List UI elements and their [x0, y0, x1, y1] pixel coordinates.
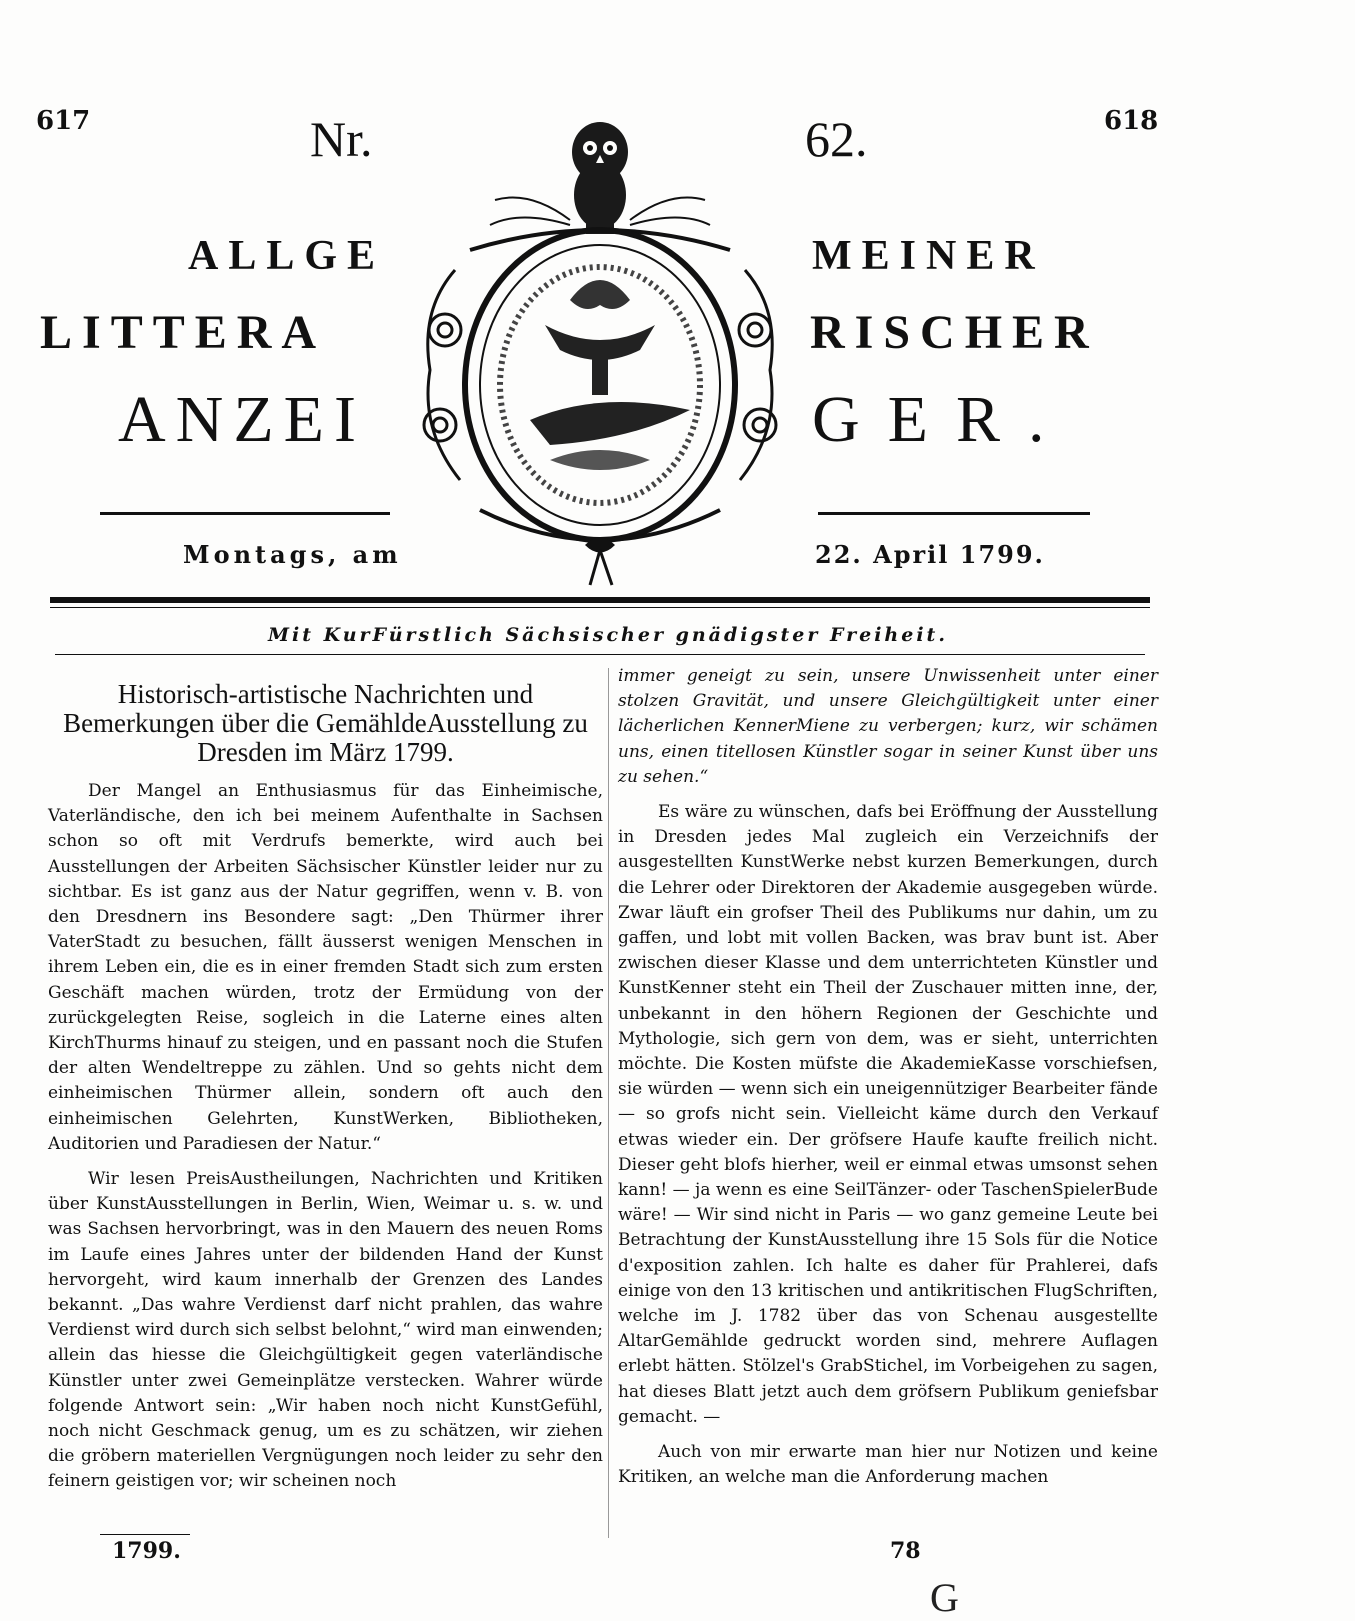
page-number-left: 617	[36, 106, 91, 136]
catch-word: G	[930, 1575, 959, 1620]
masthead-row2-left: LITTERA	[40, 306, 327, 359]
masthead-rule-right	[818, 512, 1090, 515]
right-paragraph-3: Auch von mir erwarte man hier nur Notizen und keine Kritiken, an welche man die Anforderung machen	[618, 1442, 1158, 1488]
issue-label: Nr.	[310, 111, 373, 167]
date-weekday: Montags, am	[183, 540, 402, 569]
left-paragraph-2: Wir lesen PreisAustheilungen, Nachrichten und Kritiken über KunstAusstellungen in Berlin, Wien, Weimar u. s. w. und was Sachsen hervorbringt, was in den Mauern des neuen Roms im Laufe eines Jahres unter der bildenden Hand der Kunst hervorgeht, wird kaum innerhalb der Grenzen des Landes bekannt. „Das wahre Verdienst darf nicht prahlen, das wahre Verdienst wird durch sich selbst belohnt,“ wird man einwenden; allein das hiesse die Gleichgültigkeit gegen vaterländische Künstler unter zwei Gemeinplätze verstecken. Wahrer würde folgende Antwort sein: „Wir haben noch nicht KunstGefühl, noch nicht Geschmack genug, um es zu schätzen, wir ziehen die gröbern materiellen Vergnügungen noch leider zu sehr den feinern geistigen vor; wir scheinen noch	[48, 1169, 603, 1492]
right-paragraph-1: immer geneigt zu sein, unsere Unwissenheit unter einer stolzen Gravität, und unsere Gleichgültigkeit unter einer lächerlichen KennerMiene zu verbergen; kurz, wir schämen uns, einen titellosen Künstler sogar in seiner Kunst über uns zu sehen.“	[618, 666, 1158, 787]
masthead-row1-right: MEINER	[812, 233, 1045, 279]
footer-rule	[100, 1534, 190, 1535]
masthead-row1-left: ALLGE	[188, 233, 386, 279]
signature-mark: 78	[890, 1538, 921, 1564]
owl-vignette-icon	[400, 100, 800, 590]
footer-year: 1799.	[112, 1538, 181, 1564]
masthead-row3-left: ANZEI	[118, 383, 366, 456]
issue-number: 62.	[805, 111, 868, 167]
privilege-line: Mit KurFürstlich Sächsischer gnädigster Freiheit.	[268, 624, 948, 646]
right-paragraph-2: Es wäre zu wünschen, dafs bei Eröffnung der Ausstellung in Dresden jedes Mal zugleich ein Verzeichnifs der ausgestellten KunstWerke nebst kurzen Bemerkungen, durch die Lehrer oder Direktoren der Akademie ausgegeben würde. Zwar läuft ein grofser Theil des Publikums nur dahin, um zu gaffen, und lobt mit vollen Backen, was brav bunt ist. Aber zwischen dieser Klasse und dem unterrichteten Künstler und KunstKenner steht ein Theil der Zuschauer mitten inne, der, unbekannt in den höhern Regionen der Geschichte und Mythologie, sich gern von dem, was er sieht, unterrichten möchte. Die Kosten müfste die AkademieKasse vorschiefsen, sie würden — wenn sich ein uneigennütziger Bearbeiter fände — so grofs nicht sein. Vielleicht käme durch den Verkauf etwas wieder ein. Der gröfsere Haufe kaufte freilich nicht. Dieser geht blofs hierher, weil er einmal etwas umsonst sehen kann! — ja wenn es eine SeilTänzer- oder TaschenSpielerBude wäre! — Wir sind nicht in Paris — wo ganz gemeine Leute bei Betrachtung der KunstAusstellung ihre 15 Sols für die Notice d'exposition zahlen. Ich halte es daher für Prahlerei, dafs einige von den 13 kritischen und antikritischen FlugSchriften, welche im J. 1782 über das von Schenau ausgestellte AltarGemählde gedruckt worden sind, mehrere Auflagen erlebt hätten. Stölzel's GrabStichel, im Vorbeigehen zu sagen, hat dieses Blatt jetzt auch dem gröfsern Publikum geniefsbar gemacht. —	[618, 802, 1158, 1427]
left-column	[48, 680, 603, 1505]
date-value: 22. April 1799.	[815, 540, 1045, 569]
column-divider	[608, 668, 609, 1538]
masthead-row3-right: GER.	[812, 383, 1073, 456]
privilege-rule	[55, 654, 1145, 655]
masthead-row2-right: RISCHER	[810, 306, 1099, 359]
masthead-rule-left	[100, 512, 390, 515]
header-thick-rule	[50, 597, 1150, 603]
page-number-right: 618	[1104, 106, 1159, 136]
header-thin-rule	[50, 607, 1150, 608]
article-title: Historisch-artistische Nachrichten und Bemerkungen über die GemähldeAusstellung zu Dresden im März 1799.	[63, 679, 588, 767]
left-paragraph-1: Der Mangel an Enthusiasmus für das Einheimische, Vaterländische, den ich bei meinem Aufenthalte in Sachsen schon so oft mit Verdrufs bemerkte, wird auch bei Ausstellungen der Arbeiten Sächsischer Künstler leider nur zu sichtbar. Es ist ganz aus der Natur gegriffen, wenn v. B. von den Dresdnern ins Besondere sagt: „Den Thürmer ihrer VaterStadt zu besuchen, fällt äusserst wenigen Menschen in ihrem Leben ein, die es in einer fremden Stadt sich zum ersten Geschäft machen würden, trotz der Ermüdung von der zurückgelegten Reise, sogleich in die Laterne eines alten KirchThurms hinauf zu steigen, und en passant noch die Stufen der alten Wendeltreppe zu zählen. Und so gehts nicht dem einheimischen Thürmer allein, sondern oft auch den einheimischen Gelehrten, KunstWerken, Bibliotheken, Auditorien und Paradiesen der Natur.“	[48, 781, 603, 1154]
right-column	[618, 664, 1158, 1501]
